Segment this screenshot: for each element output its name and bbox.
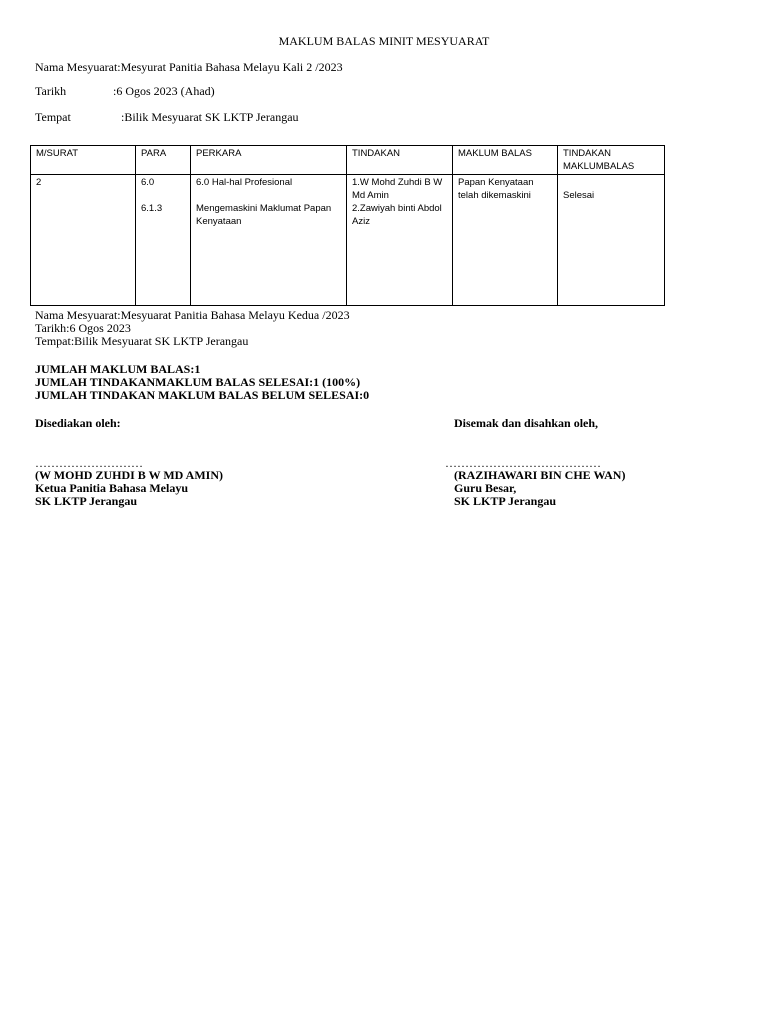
column-header-tindakan-maklumbalas: TINDAKAN MAKLUMBALAS xyxy=(558,146,665,175)
signature-line-right: ………………………………… xyxy=(445,456,601,470)
cell-para xyxy=(136,175,191,306)
msurat-value: 2 xyxy=(36,177,42,188)
signatory-right-title: Guru Besar, xyxy=(454,481,517,495)
column-header-maklum-balas: MAKLUM BALAS xyxy=(453,146,558,175)
signatory-right-name: (RAZIHAWARI BIN CHE WAN) xyxy=(454,468,626,482)
venue-value: :Bilik Mesyuarat SK LKTP Jerangau xyxy=(121,110,299,124)
table-header-row xyxy=(31,146,665,175)
perkara-value-1: 6.0 Hal-hal Profesional xyxy=(196,177,293,188)
perkara-value-2: Mengemaskini Maklumat Papan Kenyataan xyxy=(196,203,332,227)
info-venue: Tempat:Bilik Mesyuarat SK LKTP Jerangau xyxy=(35,334,249,348)
para-value-1: 6.0 xyxy=(141,177,155,188)
meeting-info-block xyxy=(35,309,350,348)
column-header-para: PARA xyxy=(136,146,191,175)
signatory-right xyxy=(454,469,625,508)
document-title: MAKLUM BALAS MINIT MESYUARAT xyxy=(278,34,490,48)
cell-tindakan-maklumbalas xyxy=(558,175,665,306)
info-date: Tarikh:6 Ogos 2023 xyxy=(35,321,131,335)
signatory-left xyxy=(35,469,223,508)
summary-completed: JUMLAH TINDAKANMAKLUM BALAS SELESAI:1 (100%) xyxy=(35,375,361,389)
cell-maklum-balas xyxy=(453,175,558,306)
maklum-balas-value: Papan Kenyataan telah dikemaskini xyxy=(458,177,534,201)
table-row xyxy=(31,175,665,306)
tindakan-maklumbalas-value: Selesai xyxy=(563,190,595,201)
signatory-left-name: (W MOHD ZUHDI B W MD AMIN) xyxy=(35,468,224,482)
column-header-msurat: M/SURAT xyxy=(31,146,136,175)
summary-pending: JUMLAH TINDAKAN MAKLUM BALAS BELUM SELESAI:0 xyxy=(35,388,370,402)
cell-msurat xyxy=(31,175,136,306)
signature-line-left: ……………………… xyxy=(35,456,143,470)
signatory-left-org: SK LKTP Jerangau xyxy=(35,494,138,508)
meeting-name: Nama Mesyuarat:Mesyurat Panitia Bahasa Melayu Kali 2 /2023 xyxy=(35,60,343,74)
cell-tindakan xyxy=(347,175,453,306)
column-header-tindakan: TINDAKAN xyxy=(347,146,453,175)
info-meeting-name: Nama Mesyuarat:Mesyuarat Panitia Bahasa Melayu Kedua /2023 xyxy=(35,308,350,322)
verified-by-heading: Disemak dan disahkan oleh, xyxy=(454,416,599,430)
tindakan-value-1: 1.W Mohd Zuhdi B W Md Amin xyxy=(352,177,443,201)
minutes-table xyxy=(30,145,665,306)
signatory-right-org: SK LKTP Jerangau xyxy=(454,494,557,508)
signatory-left-title: Ketua Panitia Bahasa Melayu xyxy=(35,481,189,495)
summary-total: JUMLAH MAKLUM BALAS:1 xyxy=(35,362,201,376)
date-label: Tarikh xyxy=(35,84,67,98)
prepared-by-heading: Disediakan oleh: xyxy=(35,416,121,430)
cell-perkara xyxy=(191,175,347,306)
summary-block xyxy=(35,363,369,402)
date-value: :6 Ogos 2023 (Ahad) xyxy=(113,84,215,98)
column-header-perkara: PERKARA xyxy=(191,146,347,175)
para-value-2: 6.1.3 xyxy=(141,203,163,214)
venue-label: Tempat xyxy=(35,110,71,124)
tindakan-value-2: 2.Zawiyah binti Abdol Aziz xyxy=(352,203,442,227)
